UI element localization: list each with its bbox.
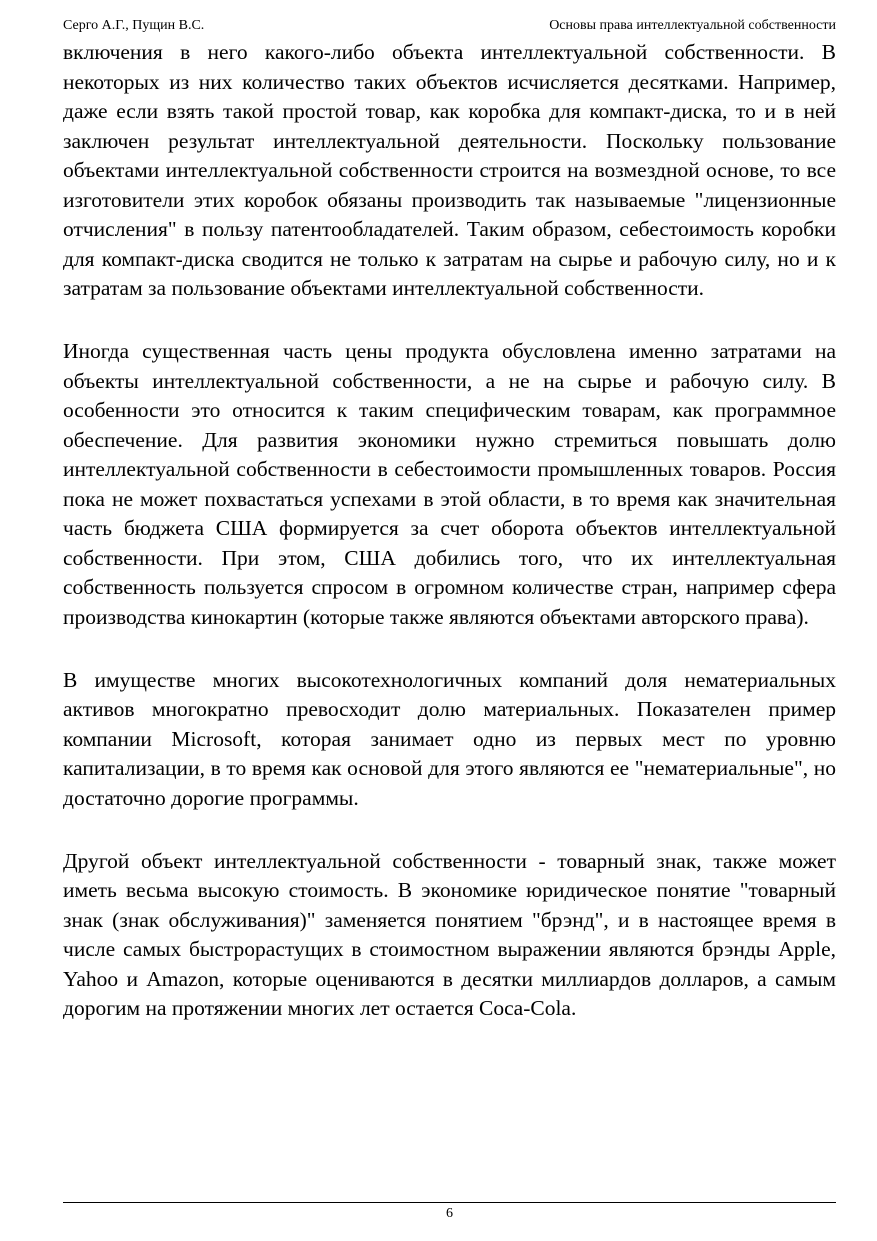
document-page <box>63 0 836 1241</box>
paragraph-4: Другой объект интеллектуальной собственности - товарный знак, также может иметь весьма высокую стоимость. В экономике юридическое понятие "товарный знак (знак обслуживания)" заменяется понятием "брэнд", и в настоящее время в числе самых быстрорастущих в стоимостном выражении являются брэнды Apple, Yahoo и Amazon, которые оцениваются в десятки миллиардов долларов, а самым дорогим на протяжении многих лет остается Coca-Cola. <box>63 848 836 1020</box>
running-header <box>63 17 836 35</box>
header-authors: Серго А.Г., Пущин В.С. <box>63 18 205 33</box>
page-number: 6 <box>446 1206 453 1221</box>
paragraph-3: В имуществе многих высокотехнологичных компаний доля нематериальных активов многократно превосходит долю материальных. Показателен пример компании Microsoft, которая занимает одно из первых мест по уровню капитализации, в то время как основой для этого являются ее "нематериальные", но достаточно дорогие программы. <box>63 667 836 810</box>
paragraph-1: включения в него какого-либо объекта интеллектуальной собственности. В некоторых из них количество таких объектов исчисляется десятками. Например, даже если взять такой простой товар, как коробка для компакт-диска, то и в ней заключен результат интеллектуальной деятельности. Поскольку пользование объектами интеллектуальной собственности строится на возмездной основе, то все изготовители этих коробок обязаны производить так называемые "лицензионные отчисления" в пользу патентообладателей. Таким образом, себестоимость коробки для компакт-диска сводится не только к затратам на сырье и рабочую силу, но и к затратам за пользование объектами интеллектуальной собственности. <box>63 40 836 300</box>
body-text <box>63 38 836 1057</box>
paragraph-2: Иногда существенная часть цены продукта обусловлена именно затратами на объекты интеллектуальной собственности, а не на сырье и рабочую силу. В особенности это относится к таким специфическим товарам, как программное обеспечение. Для развития экономики нужно стремиться повышать долю интеллектуальной собственности в себестоимости промышленных товаров. Россия пока не может похвастаться успехами в этой области, в то время как значительная часть бюджета США формируется за счет оборота объектов интеллектуальной собственности. При этом, США добились того, что их интеллектуальная собственность пользуется спросом в огромном количестве стран, например сфера производства кинокартин (которые также являются объектами авторского права). <box>63 339 836 629</box>
header-book-title: Основы права интеллектуальной собственности <box>549 18 836 33</box>
footer-divider <box>63 1202 836 1203</box>
